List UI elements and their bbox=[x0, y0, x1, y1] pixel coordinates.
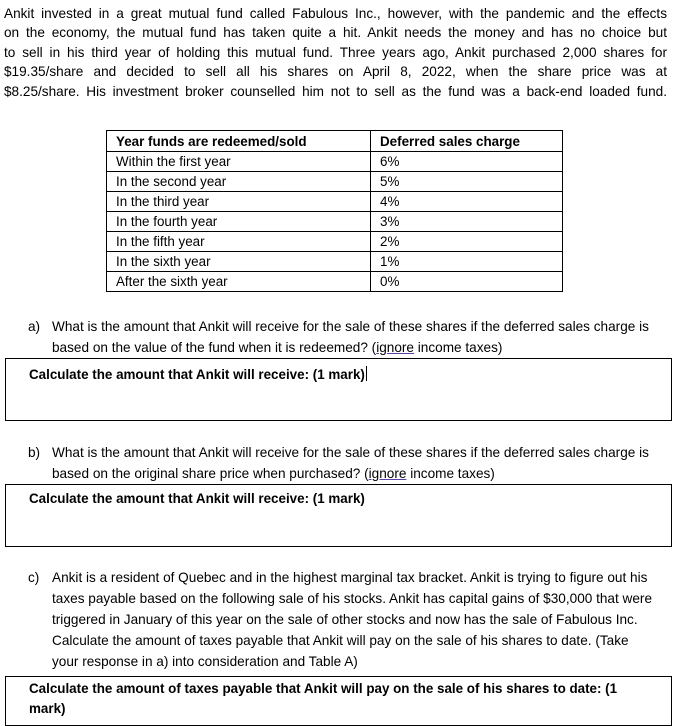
column-header-year: Year funds are redeemed/sold bbox=[107, 131, 371, 152]
table-row bbox=[107, 192, 563, 212]
cell-year: Within the first year bbox=[107, 152, 371, 172]
cell-charge: 6% bbox=[371, 152, 563, 172]
question-b-text: What is the amount that Ankit will receive for the sale of these shares if the deferred sales charge is based on the original share price when purchased? (ignore income taxes) bbox=[52, 445, 649, 481]
question-b-letter: b) bbox=[28, 445, 41, 460]
question-a bbox=[28, 316, 658, 358]
cell-charge: 2% bbox=[371, 232, 563, 252]
cell-year: In the fifth year bbox=[107, 232, 371, 252]
table-row bbox=[107, 272, 563, 292]
intro-line: on the economy, the mutual fund has taken quite a hit. Ankit needs the money and has no choice but bbox=[4, 25, 667, 41]
cell-year: In the fourth year bbox=[107, 212, 371, 232]
answer-label-a: Calculate the amount that Ankit will receive: (1 mark) bbox=[29, 367, 365, 382]
intro-line: $19.35/share and decided to sell all his shares on April 8, 2022, when the share price was at bbox=[4, 64, 667, 80]
table-row bbox=[107, 252, 563, 272]
question-c-letter: c) bbox=[28, 570, 40, 585]
cell-year: In the second year bbox=[107, 172, 371, 192]
intro-line: to sell in his third year of holding this mutual fund. Three years ago, Ankit purchased 2,000 shares for bbox=[4, 44, 667, 60]
cell-charge: 0% bbox=[371, 272, 563, 292]
answer-box-c[interactable] bbox=[5, 676, 672, 726]
column-header-charge: Deferred sales charge bbox=[371, 131, 563, 152]
table-row bbox=[107, 212, 563, 232]
intro-line: $8.25/share. His investment broker counselled him not to sell as the fund was a back-end loaded fund. bbox=[4, 83, 667, 99]
question-c bbox=[28, 567, 658, 672]
question-a-text: What is the amount that Ankit will receive for the sale of these shares if the deferred sales charge is based on the value of the fund when it is redeemed? (ignore income taxes) bbox=[52, 319, 649, 355]
cell-year: In the sixth year bbox=[107, 252, 371, 272]
answer-box-a[interactable] bbox=[5, 358, 672, 421]
answer-label-c: Calculate the amount of taxes payable that Ankit will pay on the sale of his shares to date: (1 mark) bbox=[29, 681, 618, 716]
table-row bbox=[107, 152, 563, 172]
text-cursor bbox=[366, 366, 367, 381]
intro-paragraph bbox=[4, 4, 667, 101]
cell-year: After the sixth year bbox=[107, 272, 371, 292]
question-a-letter: a) bbox=[28, 319, 41, 334]
answer-box-b[interactable] bbox=[5, 484, 672, 547]
deferred-sales-charge-table bbox=[106, 130, 563, 292]
cell-charge: 1% bbox=[371, 252, 563, 272]
table-row bbox=[107, 172, 563, 192]
cell-charge: 3% bbox=[371, 212, 563, 232]
cell-charge: 5% bbox=[371, 172, 563, 192]
table-header-row bbox=[107, 131, 563, 152]
table-row bbox=[107, 232, 563, 252]
question-b bbox=[28, 442, 658, 484]
intro-line: Ankit invested in a great mutual fund called Fabulous Inc., however, with the pandemic and the effects bbox=[4, 6, 667, 21]
cell-charge: 4% bbox=[371, 192, 563, 212]
answer-label-b: Calculate the amount that Ankit will receive: (1 mark) bbox=[29, 491, 365, 506]
cell-year: In the third year bbox=[107, 192, 371, 212]
question-c-text: Ankit is a resident of Quebec and in the highest marginal tax bracket. Ankit is trying to figure out his taxes payable based on the following sale of his stocks. Ankit has capital gains of $30,000 that were triggered in January of this year on the sale of other stocks and now has the sale of Fabulous Inc. Calculate the amount of taxes payable that Ankit will pay on the sale of his shares to date. (Take your response in a) into consideration and Table A) bbox=[52, 570, 653, 669]
